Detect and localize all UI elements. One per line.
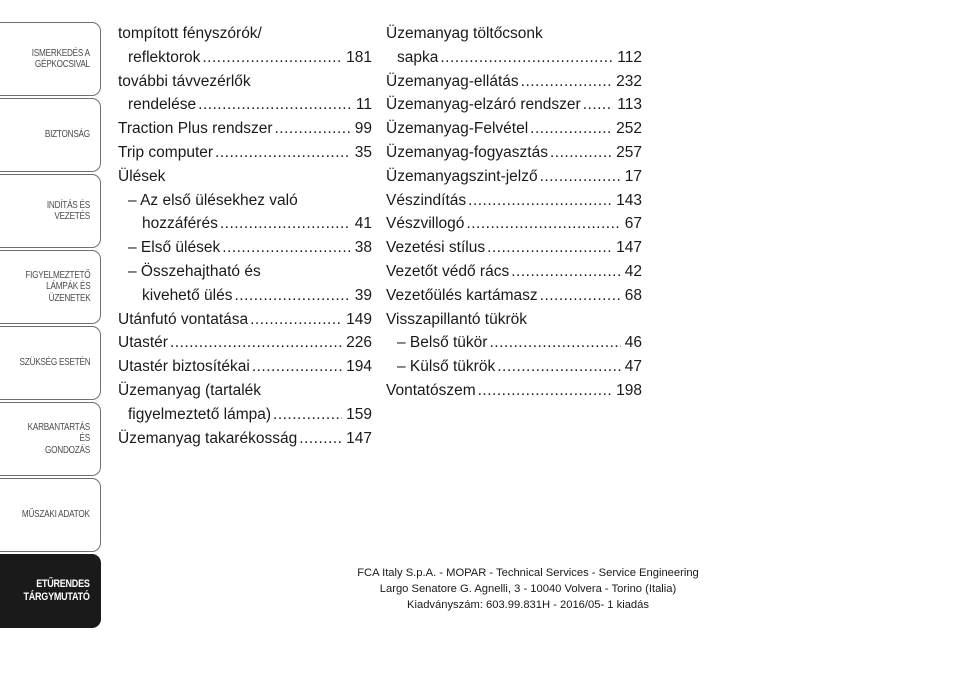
index-entry[interactable]: Üzemanyag-elzáró rendszer ..... 113 bbox=[386, 93, 642, 117]
page-number: 67 bbox=[624, 215, 642, 233]
page-number: 181 bbox=[346, 48, 372, 66]
tab-label: KARBANTARTÁS ÉS GONDOZÁS bbox=[27, 421, 90, 456]
index-entry-head: – Összehajtható és bbox=[128, 262, 261, 280]
index-entry[interactable]: sapka ..... 112 bbox=[386, 46, 642, 70]
page-number: 47 bbox=[624, 358, 642, 376]
index-entry[interactable]: Vezetési stílus ..... 147 bbox=[386, 236, 642, 260]
index-column-1 bbox=[118, 22, 372, 450]
index-entry[interactable]: Vészvillogó ..... 67 bbox=[386, 212, 642, 236]
tab-ismerkedes[interactable] bbox=[0, 22, 101, 96]
index-entry[interactable]: Vezetőülés kartámasz ..... 68 bbox=[386, 284, 642, 308]
page-number: 143 bbox=[616, 191, 642, 209]
index-entry-head: – Az első ülésekhez való bbox=[128, 191, 298, 209]
index-entry[interactable]: Utastér ..... 226 bbox=[118, 331, 372, 355]
index-entry[interactable]: kivehető ülés ..... 39 bbox=[118, 284, 372, 308]
tab-label: FIGYELMEZTETŐ LÁMPÁK ÉS ÜZENETEK bbox=[24, 269, 90, 304]
page-number: 112 bbox=[617, 48, 642, 66]
page-number: 147 bbox=[616, 239, 642, 257]
footer-line-2: Largo Senatore G. Agnelli, 3 - 10040 Volvera - Torino (Italia) bbox=[379, 583, 677, 595]
tab-label: ISMERKEDÉS A GÉPKOCSIVAL bbox=[31, 47, 90, 70]
footer-line-1: FCA Italy S.p.A. - MOPAR - Technical Services - Service Engineering bbox=[357, 567, 699, 579]
tab-label: ETŰRENDES TÁRGYMUTATÓ bbox=[23, 578, 90, 603]
page-number: 39 bbox=[354, 286, 372, 304]
page-number: 41 bbox=[354, 215, 372, 233]
index-entry[interactable]: – Külső tükrök ..... 47 bbox=[386, 355, 642, 379]
page-number: 232 bbox=[616, 72, 642, 90]
page-number: 113 bbox=[617, 96, 642, 114]
page-number: 17 bbox=[624, 167, 642, 185]
index-entry[interactable]: Trip computer ..... 35 bbox=[118, 141, 372, 165]
index-entry-head: Visszapillantó tükrök bbox=[386, 310, 528, 328]
tab-karbantartas[interactable] bbox=[0, 402, 101, 476]
page-number: 35 bbox=[354, 143, 372, 161]
index-entry-head: Ülések bbox=[118, 167, 166, 185]
index-entry[interactable]: Vezetőt védő rács ..... 42 bbox=[386, 260, 642, 284]
page-number: 194 bbox=[346, 358, 372, 376]
tab-label: INDÍTÁS ÉS VEZETÉS bbox=[46, 199, 90, 222]
page-number: 99 bbox=[354, 120, 372, 138]
index-entry-head: Üzemanyag töltőcsonk bbox=[386, 25, 543, 42]
index-entry[interactable]: – Első ülések ..... 38 bbox=[118, 236, 372, 260]
page-number: 149 bbox=[346, 310, 372, 328]
index-entry[interactable]: Üzemanyag takarékosság ..... 147 bbox=[118, 427, 372, 451]
page-number: 38 bbox=[354, 239, 372, 257]
index-entry[interactable]: Üzemanyag-ellátás ..... 232 bbox=[386, 70, 642, 94]
page-number: 46 bbox=[624, 334, 642, 352]
page-number: 226 bbox=[346, 334, 372, 352]
tab-muszaki[interactable] bbox=[0, 478, 101, 552]
tab-label: BIZTONSÁG bbox=[44, 129, 90, 141]
page-number: 252 bbox=[616, 120, 642, 138]
tab-szukseg[interactable] bbox=[0, 326, 101, 400]
index-entry[interactable]: reflektorok ..... 181 bbox=[118, 46, 372, 70]
index-entry[interactable]: – Belső tükör ..... 46 bbox=[386, 331, 642, 355]
index-entry[interactable]: rendelése ..... 11 bbox=[118, 93, 372, 117]
tab-figyelmezteto[interactable] bbox=[0, 250, 101, 324]
footer-line-3: Kiadványszám: 603.99.831H - 2016/05- 1 kiadás bbox=[407, 599, 649, 611]
tab-biztonsag[interactable] bbox=[0, 98, 101, 172]
page-number: 147 bbox=[346, 429, 372, 447]
index-entry[interactable]: Üzemanyag-Felvétel ..... 252 bbox=[386, 117, 642, 141]
index-entry[interactable]: Vontatószem ..... 198 bbox=[386, 379, 642, 403]
index-entry[interactable]: Üzemanyagszint-jelző ..... 17 bbox=[386, 165, 642, 189]
index-entry[interactable]: Traction Plus rendszer ..... 99 bbox=[118, 117, 372, 141]
index-entry-head: Üzemanyag (tartalék bbox=[118, 381, 262, 399]
page-number: 159 bbox=[346, 405, 372, 423]
tab-label: SZÜKSÉG ESETÉN bbox=[19, 357, 90, 369]
tab-targymutato[interactable] bbox=[0, 554, 101, 628]
index-entry[interactable]: hozzáférés ..... 41 bbox=[118, 212, 372, 236]
index-entry[interactable]: Utastér biztosítékai ..... 194 bbox=[118, 355, 372, 379]
tab-inditas[interactable] bbox=[0, 174, 101, 248]
index-entry-head: további távvezérlők bbox=[118, 72, 251, 90]
page-number: 42 bbox=[624, 262, 642, 280]
index-entry[interactable]: Üzemanyag-fogyasztás ..... 257 bbox=[386, 141, 642, 165]
index-entry[interactable]: figyelmeztető lámpa) ..... 159 bbox=[118, 403, 372, 427]
page-number: 198 bbox=[616, 381, 642, 399]
publisher-footer bbox=[258, 565, 798, 613]
index-column-2 bbox=[386, 22, 642, 403]
page-number: 11 bbox=[355, 96, 372, 114]
index-entry[interactable]: Utánfutó vontatása ..... 149 bbox=[118, 308, 372, 332]
index-entry-head: tompított fényszórók/ bbox=[118, 25, 262, 42]
tab-label: MŰSZAKI ADATOK bbox=[22, 509, 90, 521]
page-number: 257 bbox=[616, 143, 642, 161]
page-number: 68 bbox=[624, 286, 642, 304]
index-entry[interactable]: Vészindítás ..... 143 bbox=[386, 189, 642, 213]
